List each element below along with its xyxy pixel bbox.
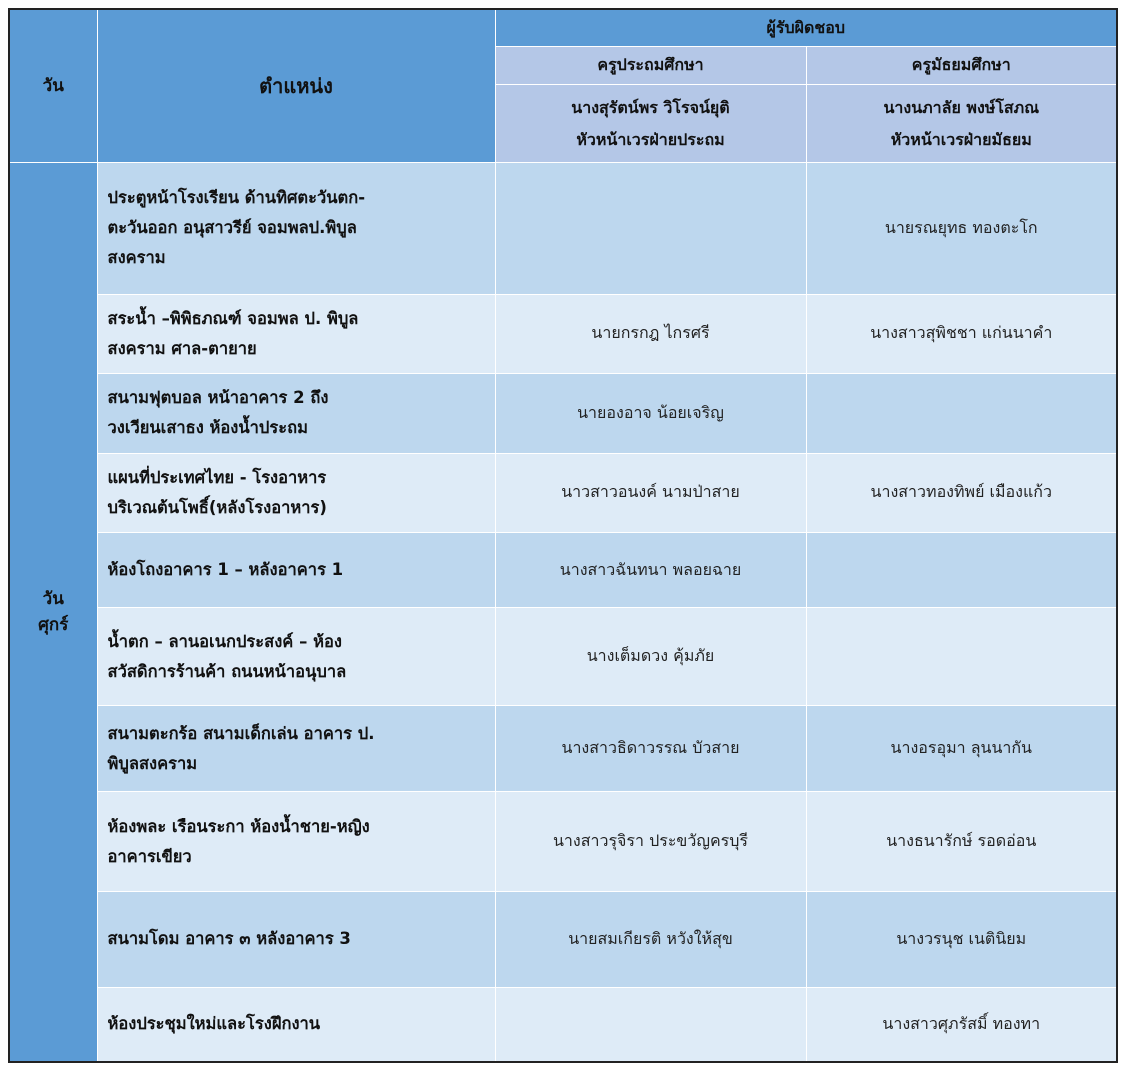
table-row bbox=[9, 533, 1117, 608]
primary-head-name: นางสุรัตน์พร วิโรจน์ยุติ bbox=[571, 97, 730, 117]
primary-teacher-cell: นางสาวฉันทนา พลอยฉาย bbox=[495, 533, 806, 608]
position-cell bbox=[97, 374, 495, 454]
position-cell bbox=[97, 294, 495, 374]
duty-table bbox=[8, 8, 1118, 1063]
secondary-teacher-cell bbox=[806, 608, 1117, 706]
table-row bbox=[9, 163, 1117, 295]
secondary-teacher-cell bbox=[806, 374, 1117, 454]
position-line: สระน้ำ –พิพิธภณฑ์ จอมพล ป. พิบูล bbox=[107, 308, 359, 328]
header-position bbox=[97, 9, 495, 163]
position-cell bbox=[97, 608, 495, 706]
day-line-2: ศุกร์ bbox=[38, 615, 69, 635]
primary-teacher-cell: นายองอาจ น้อยเจริญ bbox=[495, 374, 806, 454]
secondary-teacher-cell: นางสาวสุพิชชา แก่นนาคำ bbox=[806, 294, 1117, 374]
header-responsible bbox=[495, 9, 1117, 47]
primary-teacher-cell: นายกรกฎ ไกรศรี bbox=[495, 294, 806, 374]
primary-teacher-cell: นางสาวรุจิรา ประขวัญครบุรี bbox=[495, 792, 806, 892]
position-cell bbox=[97, 163, 495, 295]
secondary-teacher-cell: นางสาวทองทิพย์ เมืองแก้ว bbox=[806, 453, 1117, 533]
day-cell bbox=[9, 163, 97, 1063]
header-secondary-title bbox=[806, 47, 1117, 85]
position-line: น้ำตก – ลานอเนกประสงค์ – ห้อง bbox=[107, 631, 342, 651]
primary-teacher-cell bbox=[495, 163, 806, 295]
day-line-1: วัน bbox=[42, 589, 64, 609]
header-position-label: ตำแหน่ง bbox=[259, 74, 333, 98]
position-cell bbox=[97, 792, 495, 892]
table-row bbox=[9, 294, 1117, 374]
position-line: สนามตะกร้อ สนามเด็กเล่น อาคาร ป. bbox=[107, 723, 375, 743]
position-cell bbox=[97, 705, 495, 791]
table-row bbox=[9, 374, 1117, 454]
position-line: ตะวันออก อนุสาวรีย์ จอมพลป.พิบูล bbox=[107, 218, 357, 238]
position-line: บริเวณต้นโพธิ์(หลังโรงอาหาร) bbox=[107, 497, 327, 517]
position-line: สงคราม bbox=[107, 248, 166, 268]
header-responsible-label: ผู้รับผิดชอบ bbox=[766, 17, 846, 37]
duty-body bbox=[9, 163, 1117, 1063]
position-cell bbox=[97, 533, 495, 608]
position-line: สนามโดม อาคาร ๓ หลังอาคาร 3 bbox=[107, 929, 351, 949]
secondary-teacher-cell: นายรณยุทธ ทองตะโก bbox=[806, 163, 1117, 295]
secondary-head-role: หัวหน้าเวรฝ่ายมัธยม bbox=[890, 129, 1032, 149]
header-secondary-title-text: ครูมัธยมศึกษา bbox=[911, 55, 1011, 74]
position-line: ห้องประชุมใหม่และโรงฝึกงาน bbox=[107, 1014, 321, 1034]
position-line: พิบูลสงคราม bbox=[107, 753, 198, 773]
position-cell bbox=[97, 892, 495, 987]
table-row bbox=[9, 608, 1117, 706]
position-line: สนามฟุตบอล หน้าอาคาร 2 ถึง bbox=[107, 388, 329, 408]
position-line: ห้องโถงอาคาร 1 – หลังอาคาร 1 bbox=[107, 560, 344, 580]
position-line: ห้องพละ เรือนระกา ห้องน้ำชาย-หญิง bbox=[107, 816, 370, 836]
secondary-teacher-cell: นางอรอุมา ลุนนากัน bbox=[806, 705, 1117, 791]
table-row bbox=[9, 792, 1117, 892]
table-row bbox=[9, 987, 1117, 1062]
secondary-head-name: นางนภาลัย พงษ์โสภณ bbox=[883, 97, 1040, 117]
position-cell bbox=[97, 453, 495, 533]
table-row bbox=[9, 705, 1117, 791]
position-line: แผนที่ประเทศไทย - โรงอาหาร bbox=[107, 467, 327, 487]
header-day-label: วัน bbox=[42, 76, 64, 96]
primary-teacher-cell: นายสมเกียรติ หวังให้สุข bbox=[495, 892, 806, 987]
position-cell bbox=[97, 987, 495, 1062]
header-primary-head bbox=[495, 85, 806, 163]
primary-head-role: หัวหน้าเวรฝ่ายประถม bbox=[576, 129, 725, 149]
position-line: สงคราม ศาล-ตายาย bbox=[107, 338, 257, 358]
header-primary-title-text: ครูประถมศึกษา bbox=[597, 55, 704, 74]
secondary-teacher-cell: นางธนารักษ์ รอดอ่อน bbox=[806, 792, 1117, 892]
primary-teacher-cell: นาวสาวอนงค์ นามป่าสาย bbox=[495, 453, 806, 533]
secondary-teacher-cell: นางวรนุช เนตินิยม bbox=[806, 892, 1117, 987]
position-line: อาคารเขียว bbox=[107, 846, 192, 866]
header-secondary-head bbox=[806, 85, 1117, 163]
primary-teacher-cell bbox=[495, 987, 806, 1062]
header-primary-title bbox=[495, 47, 806, 85]
secondary-teacher-cell bbox=[806, 533, 1117, 608]
primary-teacher-cell: นางเต็มดวง คุ้มภัย bbox=[495, 608, 806, 706]
primary-teacher-cell: นางสาวธิดาวรรณ บัวสาย bbox=[495, 705, 806, 791]
table-row bbox=[9, 892, 1117, 987]
position-line: วงเวียนเสาธง ห้องน้ำประถม bbox=[107, 418, 308, 438]
position-line: ประตูหน้าโรงเรียน ด้านทิศตะวันตก- bbox=[107, 188, 366, 208]
secondary-teacher-cell: นางสาวศุภรัสมิ์ ทองทา bbox=[806, 987, 1117, 1062]
position-line: สวัสดิการร้านค้า ถนนหน้าอนุบาล bbox=[107, 661, 347, 681]
header-day bbox=[9, 9, 97, 163]
table-row bbox=[9, 453, 1117, 533]
